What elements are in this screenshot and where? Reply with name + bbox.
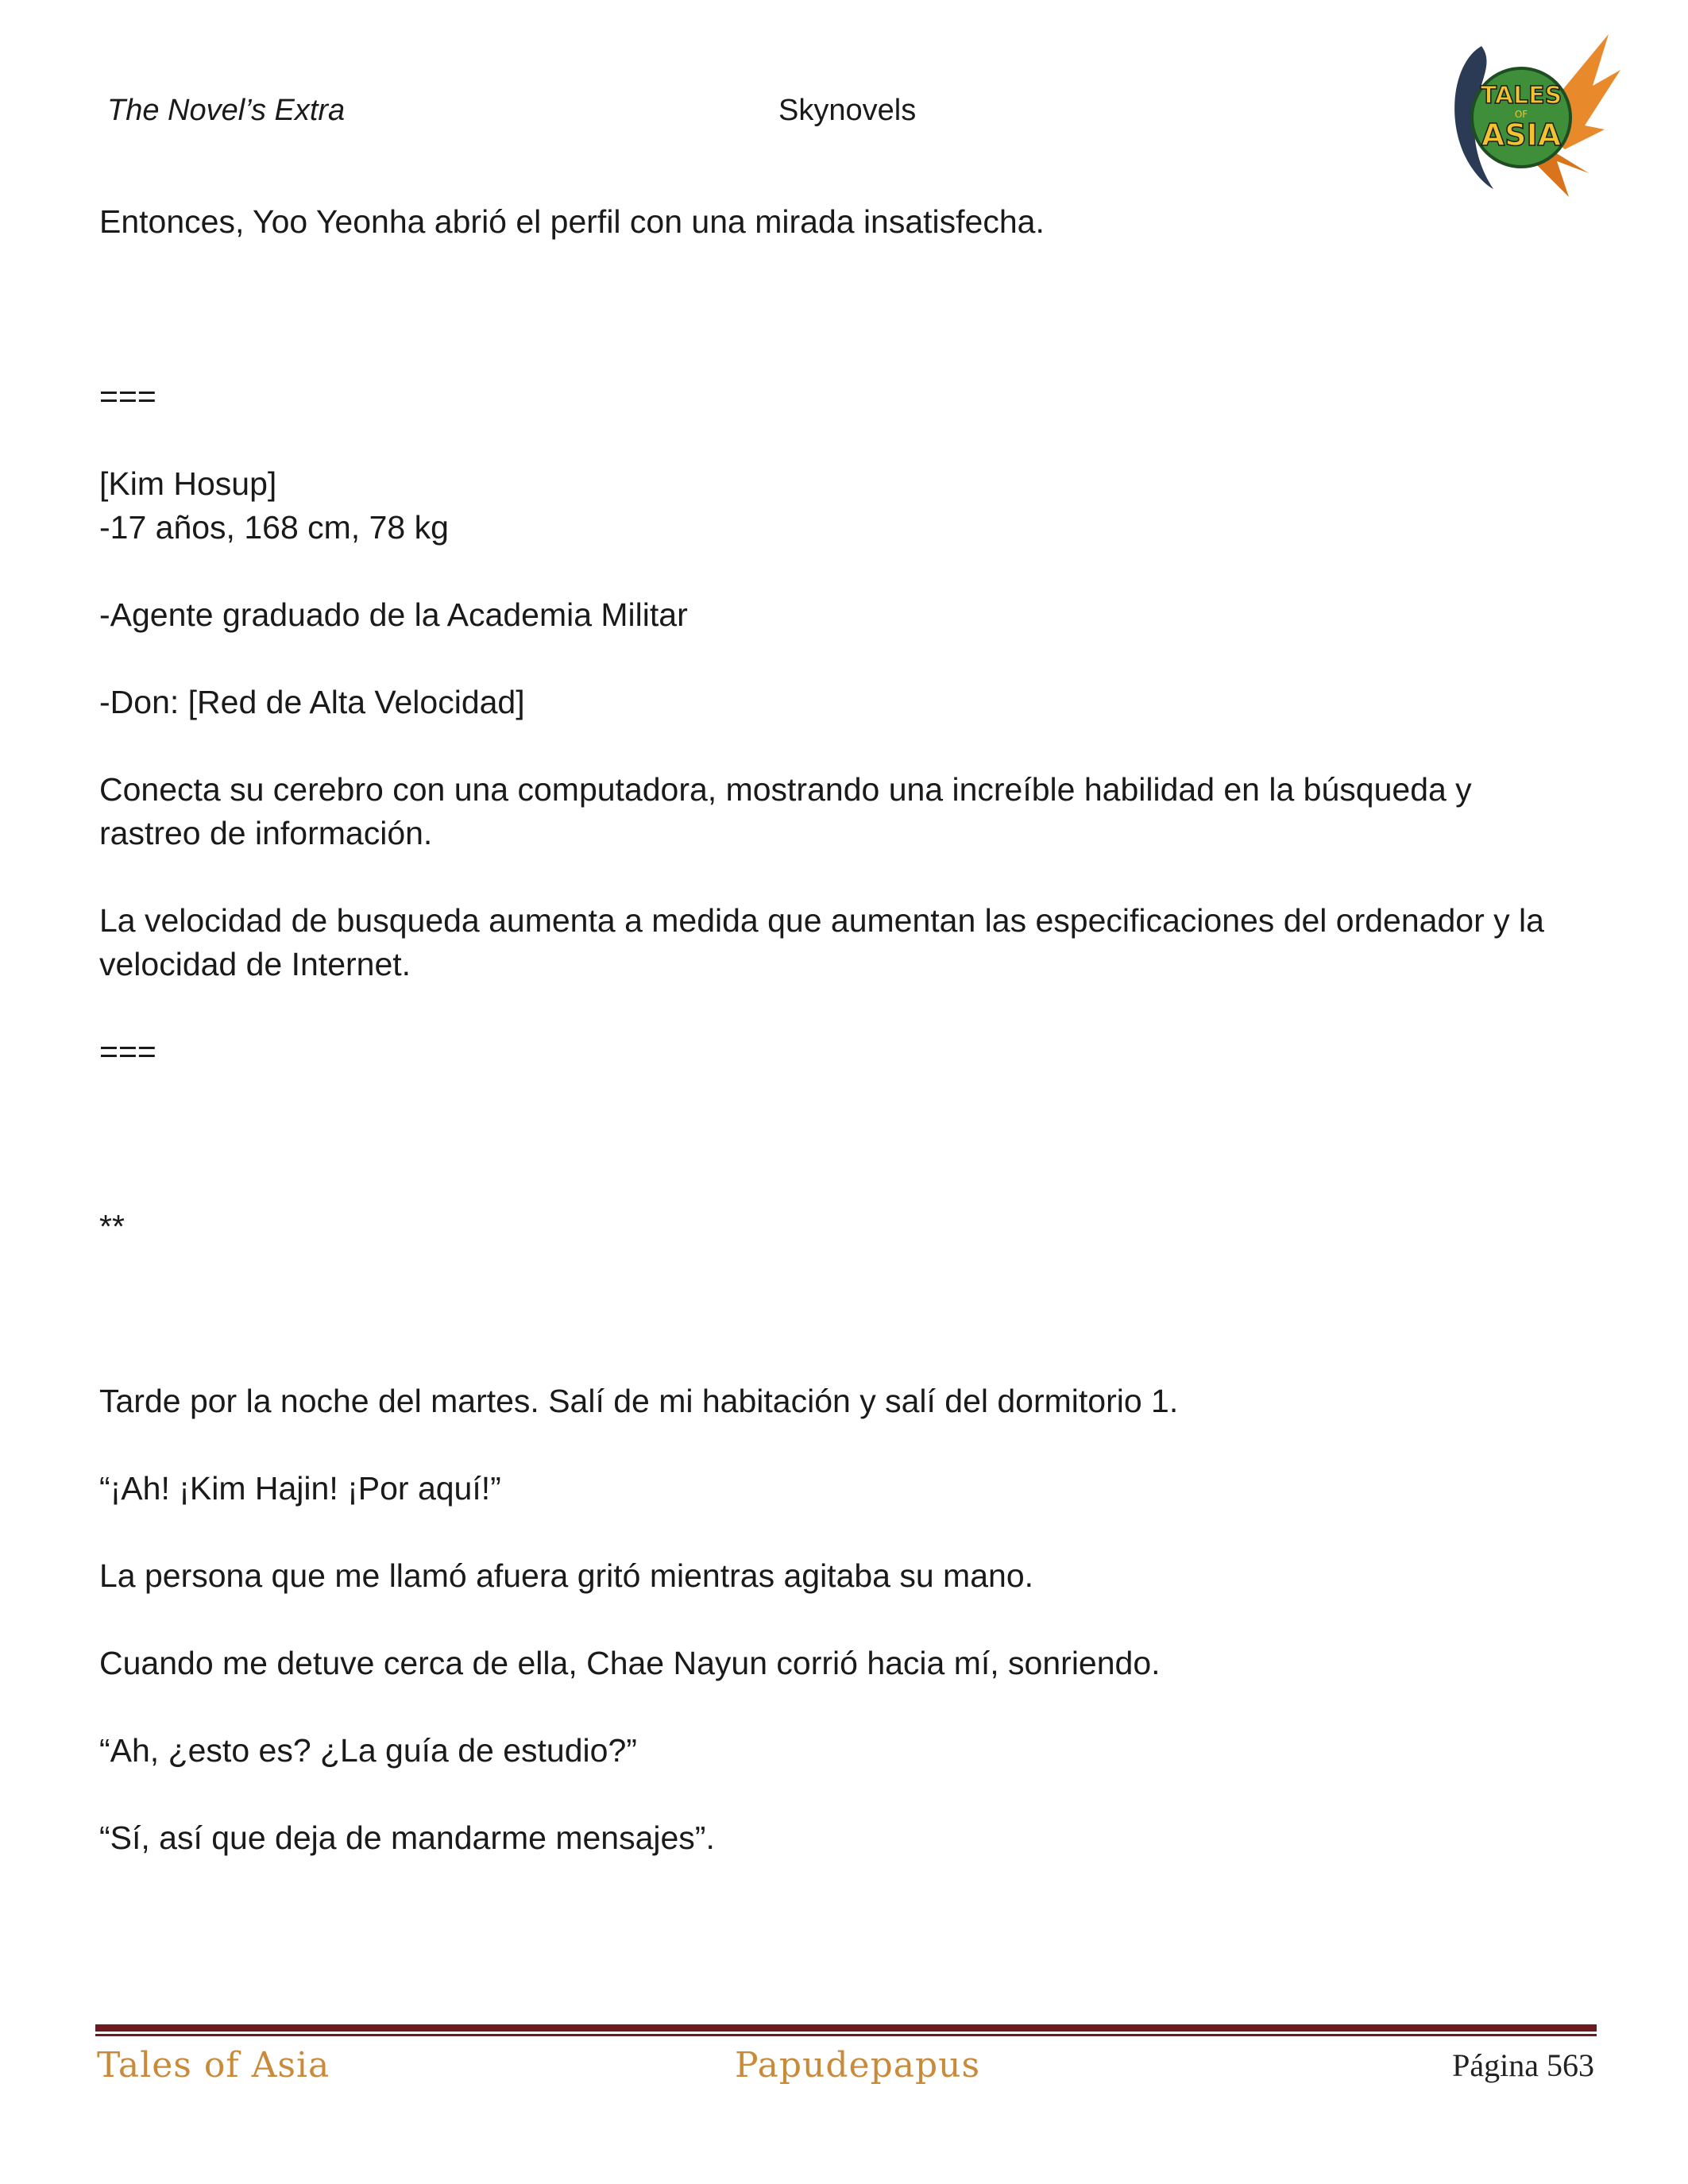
document-body [99,200,1593,1860]
paragraph [99,1511,1593,1554]
paragraph [99,1292,1593,1336]
footer-translator: Papudepapus [735,2045,981,2086]
footer-rule-thin [95,2034,1597,2036]
paragraph: La velocidad de busqueda aumenta a medida que aumentan las especificaciones del ordenador y la velocidad de Internet. [99,902,1544,982]
dialogue: “¡Ah! ¡Kim Hajin! ¡Por aquí!” [99,1470,501,1507]
paragraph [99,1685,1593,1729]
paragraph [99,855,1593,899]
paragraph [99,986,1593,1030]
logo-text-mid: OF [1514,109,1528,120]
scene-break: ** [99,1208,125,1244]
profile-line: -Agente graduado de la Academia Militar [99,596,688,633]
logo-text-top: TALES [1480,82,1562,110]
separator: === [99,378,156,415]
paragraph [99,550,1593,593]
document-title: The Novel’s Extra [107,94,346,127]
tales-of-asia-logo [1438,30,1620,201]
paragraph [99,1248,1593,1292]
site-name: Skynovels [778,94,917,127]
page-number: Página 563 [1452,2047,1594,2083]
paragraph: Cuando me detuve cerca de ella, Chae Nayun corrió hacia mí, sonriendo. [99,1645,1161,1681]
profile-line: -Don: [Red de Alta Velocidad] [99,684,525,720]
logo-text-bottom: ASIA [1481,118,1562,152]
footer-rule [95,2024,1597,2032]
paragraph: Tarde por la noche del martes. Salí de mi habitación y salí del dormitorio 1. [99,1383,1179,1419]
paragraph [99,637,1593,681]
paragraph [99,1074,1593,1117]
paragraph: La persona que me llamó afuera gritó mientras agitaba su mano. [99,1557,1034,1594]
paragraph [99,1598,1593,1642]
paragraph: Conecta su cerebro con una computadora, mostrando una increíble habilidad en la búsqueda y rastreo de información. [99,771,1472,851]
paragraph [99,1117,1593,1161]
paragraph [99,244,1593,287]
paragraph [99,1423,1593,1467]
profile-name: [Kim Hosup] -17 años, 168 cm, 78 kg [99,465,449,546]
paragraph [99,1336,1593,1379]
paragraph: Entonces, Yoo Yeonha abrió el perfil con una mirada insatisfecha. [99,203,1045,240]
footer-publisher: Tales of Asia [97,2045,330,2086]
paragraph [99,331,1593,375]
dialogue: “Ah, ¿esto es? ¿La guía de estudio?” [99,1732,637,1769]
paragraph [99,724,1593,768]
paragraph [99,1161,1593,1205]
paragraph [99,419,1593,462]
paragraph [99,287,1593,331]
dialogue: “Sí, así que deja de mandarme mensajes”. [99,1819,715,1856]
paragraph [99,1773,1593,1816]
separator: === [99,1033,156,1070]
